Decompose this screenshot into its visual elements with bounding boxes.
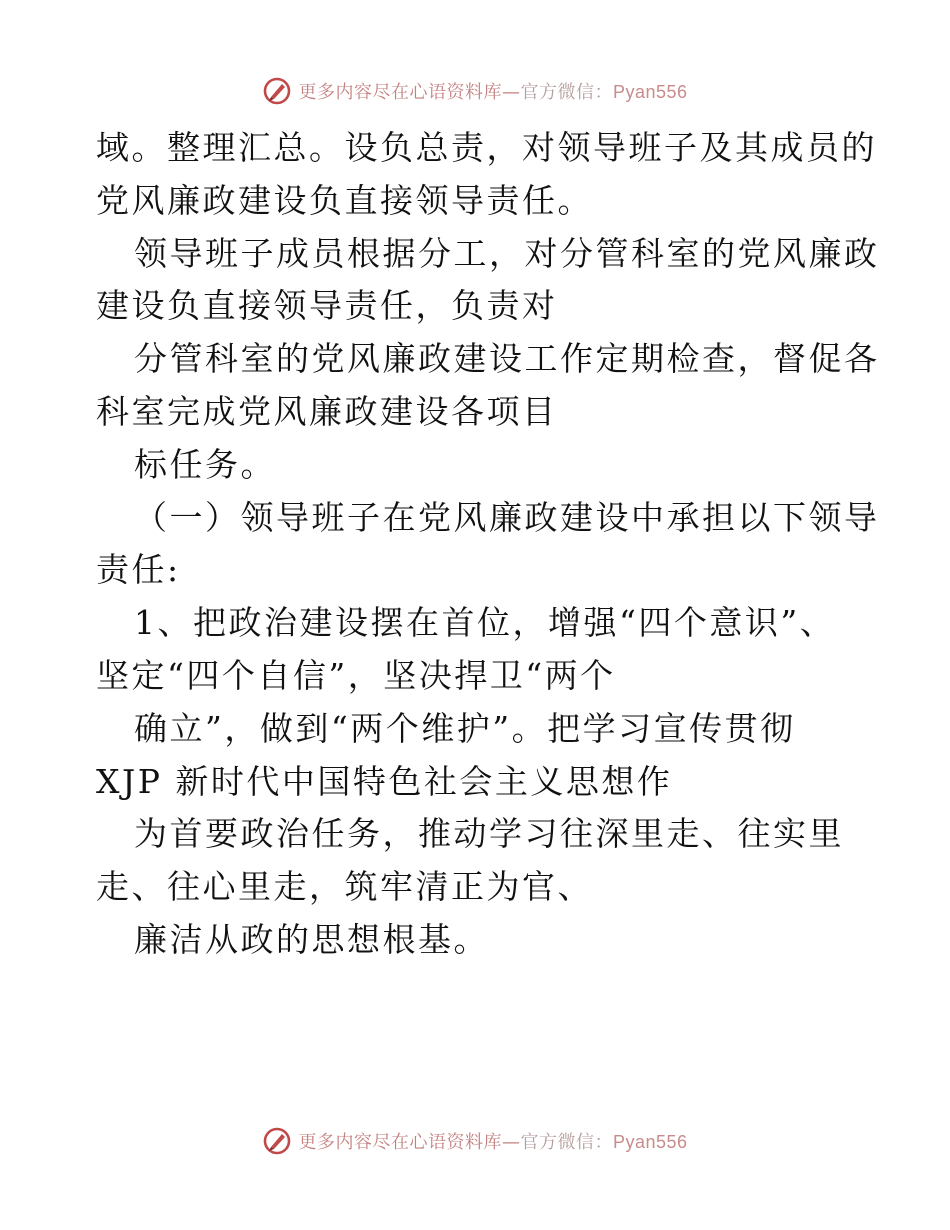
watermark-wechat-label: 官方微信：: [520, 82, 613, 103]
watermark-text: [298, 1128, 687, 1154]
text-line: 坚定“四个自信”，坚决捍卫“两个: [96, 655, 616, 695]
watermark-text: [298, 78, 687, 104]
watermark-brand: 更多内容尽在心语资料库: [298, 1132, 502, 1153]
text-line: 廉洁从政的思想根基。: [134, 919, 489, 959]
text-line: 确立”，做到“两个维护”。把学习宣传贯彻: [134, 708, 796, 748]
text-line: 走、往心里走，筑牢清正为官、: [96, 867, 593, 907]
footer-watermark: [0, 1124, 950, 1158]
watermark-separator: —: [501, 82, 521, 103]
text-line: 领导班子成员根据分工，对分管科室的党风廉政: [134, 233, 880, 273]
watermark-wechat-id: Pyan556: [612, 82, 688, 102]
text-line: 科室完成党风廉政建设各项目: [96, 391, 558, 431]
pen-logo-icon: [262, 1126, 292, 1156]
text-line: （一）领导班子在党风廉政建设中承担以下领导: [134, 497, 880, 537]
text-line: 为首要政治任务，推动学习往深里走、往实里: [134, 814, 844, 854]
text-line: 建设负直接领导责任，负责对: [96, 286, 558, 326]
watermark-brand: 更多内容尽在心语资料库: [298, 82, 502, 103]
document-body: [96, 122, 880, 967]
text-line: 域。整理汇总。设负总责，对领导班子及其成员的: [96, 128, 877, 167]
text-line: 责任:: [96, 550, 181, 590]
text-line: 1、把政治建设摆在首位，增强“四个意识”、: [134, 603, 836, 643]
watermark-wechat-label: 官方微信：: [520, 1132, 613, 1153]
watermark-separator: —: [501, 1132, 521, 1153]
text-line: 党风廉政建设负直接领导责任。: [96, 180, 593, 220]
header-watermark: [0, 74, 950, 108]
text-line: XJP 新时代中国特色社会主义思想作: [96, 761, 673, 801]
watermark-wechat-id: Pyan556: [612, 1132, 688, 1152]
text-line: 分管科室的党风廉政建设工作定期检查，督促各: [134, 339, 880, 379]
pen-logo-icon: [262, 76, 292, 106]
text-line: 标任务。: [134, 444, 276, 484]
